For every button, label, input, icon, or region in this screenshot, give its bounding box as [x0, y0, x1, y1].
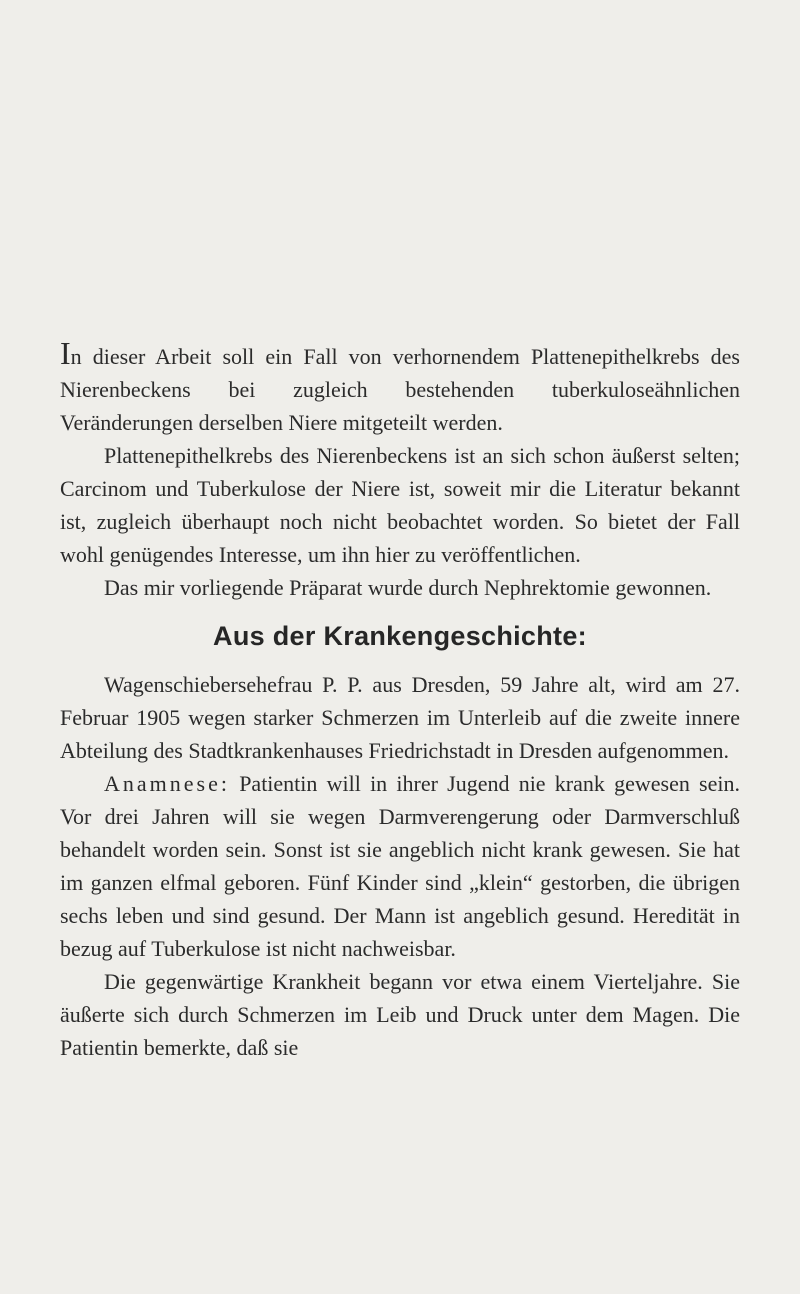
paragraph-specimen: Das mir vorliegende Präparat wurde durch Nephrektomie gewonnen. [104, 575, 712, 600]
anamnese-label: Anamnese: [104, 771, 230, 796]
anamnese-text: Patientin will in ihrer Jugend nie krank gewesen sein. Vor drei Jahren will sie wegen Darmverengerung oder Darmverschluß behandelt worden sein. Sonst ist sie angeblich nicht krank gewesen. Sie hat im ganzen elfmal geboren. Fünf Kinder sind „klein“ gestorben, die übrigen sechs leben und sind gesund. Der Mann ist angeblich gesund. Heredität in bezug auf Tuberkulose ist nicht nachweisbar. [60, 771, 740, 961]
intro-text: n dieser Arbeit soll ein Fall von verhornendem Plattenepithelkrebs des Nierenbeckens bei zugleich bestehenden tuberkuloseähnlichen Veränderungen derselben Niere mitgeteilt werden. [60, 344, 740, 435]
paragraph-rarity: Plattenepithelkrebs des Nierenbeckens ist an sich schon äußerst selten; Carcinom und Tuberkulose der Niere ist, soweit mir die Literatur bekannt ist, zugleich überhaupt noch nicht beobachtet worden. So bietet der Fall wohl genügendes Interesse, um ihn hier zu veröffentlichen. [60, 443, 740, 567]
paragraph-current-illness: Die gegenwärtige Krankheit begann vor etwa einem Vierteljahre. Sie äußerte sich durch Schmerzen im Leib und Druck unter dem Magen. Die Patientin bemerkte, daß sie [60, 969, 740, 1060]
document-page [60, 335, 740, 1064]
intro-initial: I [60, 335, 71, 371]
paragraph-anamnese [60, 767, 740, 965]
intro-paragraph [60, 335, 740, 439]
paragraph-admission: Wagenschiebersehefrau P. P. aus Dresden, 59 Jahre alt, wird am 27. Februar 1905 wegen starker Schmerzen im Unterleib auf die zweite innere Abteilung des Stadtkrankenhauses Friedrichstadt in Dresden aufgenommen. [60, 672, 740, 763]
section-heading: Aus der Krankengeschichte: [213, 621, 587, 651]
